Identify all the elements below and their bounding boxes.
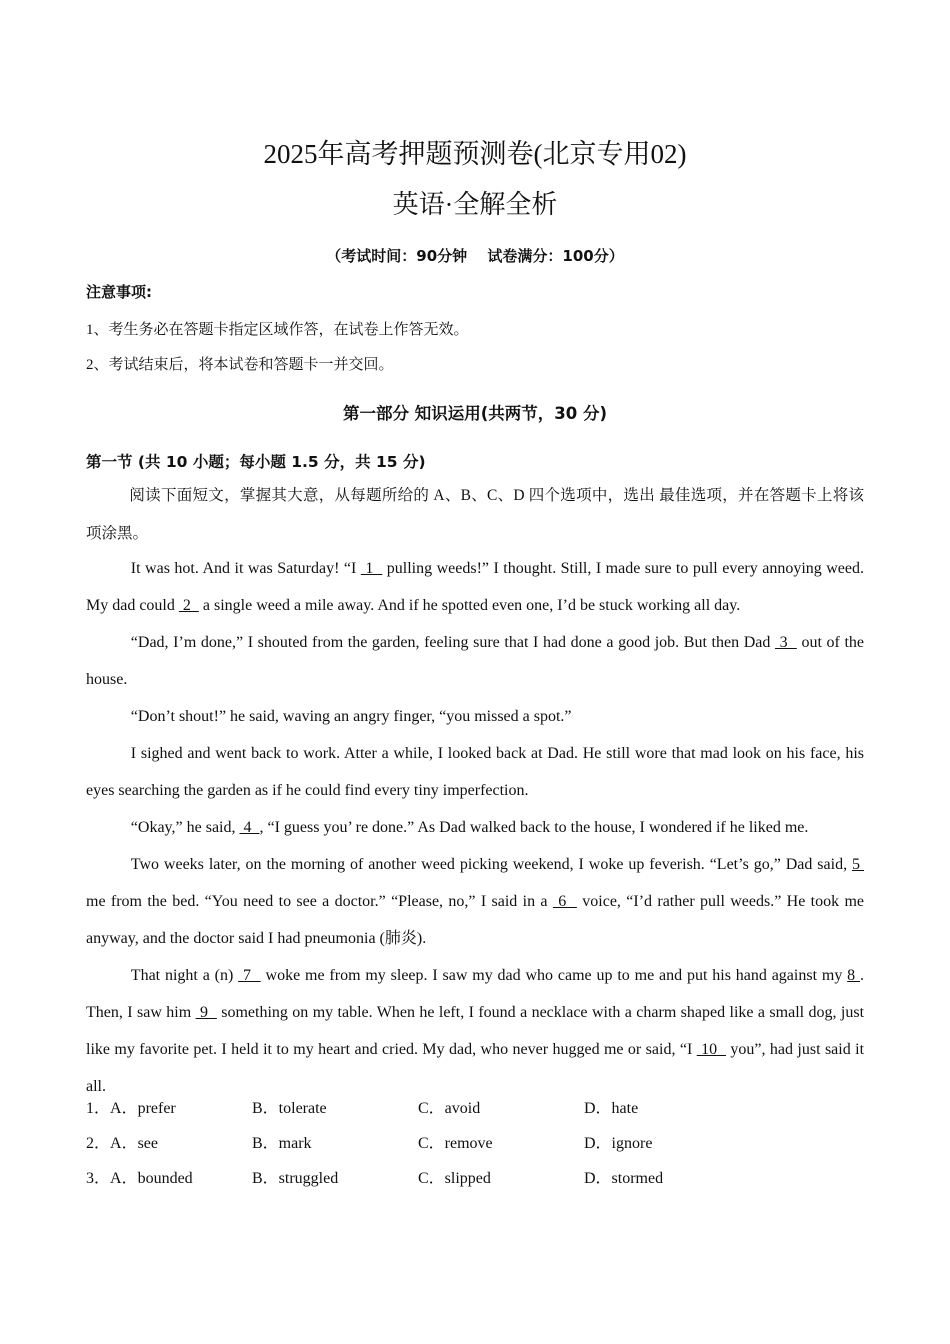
text: I sighed and went back to work. Atter a while, I looked back at Dad. He still wore that mad look on his face, his eyes searching the garden as if he could find every tiny imperfection.: [86, 745, 864, 799]
question-number: 1．: [86, 1100, 111, 1117]
exam-subtitle: 英语·全解全析: [392, 190, 558, 219]
text: me from the bed. “You need to see a doctor.” “Please, no,” I said in a: [86, 893, 553, 910]
text: That night a (n): [130, 967, 239, 984]
paragraph: [86, 550, 864, 624]
paragraph: [86, 624, 864, 698]
option-d: D．hate: [584, 1100, 639, 1117]
blank-7: 7: [238, 967, 261, 984]
question-row: [86, 1131, 750, 1166]
option-c: C．remove: [418, 1135, 493, 1152]
option-b: B．struggled: [252, 1170, 339, 1187]
text: “Don’t shout!” he said, waving an angry finger, “you missed a spot.”: [130, 708, 572, 725]
option-b: B．tolerate: [252, 1100, 327, 1117]
blank-3: 3: [774, 634, 797, 651]
paragraph: [86, 735, 864, 809]
blank-9: 9: [195, 1004, 217, 1021]
text: pulling weeds!” I thought. Still, I made sure to pull every annoying weed. My dad could: [86, 560, 865, 614]
option-a: [86, 1096, 252, 1131]
option-a-text: A．bounded: [110, 1170, 193, 1187]
blank-2: 2: [178, 597, 199, 614]
text: Two weeks later, on the morning of another weed picking weekend, I woke up feverish. “Let’s go,” Dad said,: [130, 856, 852, 873]
text: you”, had just said it all.: [86, 1041, 865, 1095]
option-b: B．mark: [252, 1135, 312, 1152]
blank-10: 10: [696, 1041, 726, 1058]
text: out of the house.: [86, 634, 865, 688]
exam-title: 2025年高考押题预测卷(北京专用02): [263, 139, 687, 169]
text: It was hot. And it was Saturday! “I: [130, 560, 361, 577]
option-a-text: A．prefer: [110, 1100, 176, 1117]
question-number: 3．: [86, 1170, 111, 1187]
blank-6: 6: [552, 893, 577, 910]
option-a: [86, 1131, 252, 1166]
notice-item: 2、考试结束后，将本试卷和答题卡一并交回。: [86, 357, 394, 373]
question-row: [86, 1096, 750, 1131]
instruction: 阅读下面短文，掌握其大意，从每题所给的 A、B、C、D 四个选项中，选出 最佳选项，并在答题卡上将该项涂黑。: [86, 487, 864, 542]
text: , “I guess you’ re done.” As Dad walked back to the house, I wondered if he liked me.: [259, 819, 809, 836]
section-heading: 第一节 (共 10 小题；每小题 1.5 分，共 15 分): [86, 453, 426, 471]
text: woke me from my sleep. I saw my dad who came up to me and put his hand against my: [260, 967, 848, 984]
exam-info: （考试时间：90分钟 试卷满分：100分）: [326, 247, 624, 265]
passage: [86, 477, 864, 1105]
text: something on my table. When he left, I found a necklace with a charm shaped like a small dog, just like my favorite pet. I held it to my heart and cried. My dad, who never hugged me or said, “I: [86, 1004, 865, 1058]
question-number: 2．: [86, 1135, 111, 1152]
question-options: [86, 1096, 750, 1201]
option-c: C．slipped: [418, 1170, 491, 1187]
text: a single weed a mile away. And if he spotted even one, I’d be stuck working all day.: [198, 597, 741, 614]
question-row: [86, 1166, 750, 1201]
paragraph: [86, 957, 864, 1105]
option-d: D．ignore: [584, 1135, 653, 1152]
blank-8: 8: [847, 967, 860, 984]
paragraph: [86, 846, 864, 957]
option-c: C．avoid: [418, 1100, 481, 1117]
notice-item: 1、考生务必在答题卡指定区域作答，在试卷上作答无效。: [86, 322, 469, 338]
blank-4: 4: [239, 819, 260, 836]
paragraph: [86, 698, 864, 735]
blank-5: 5: [852, 856, 864, 873]
text: “Dad, I’m done,” I shouted from the garden, feeling sure that I had done a good job. But then Dad: [130, 634, 775, 651]
blank-1: 1: [360, 560, 383, 577]
option-a: [86, 1166, 252, 1201]
text: “Okay,” he said,: [130, 819, 240, 836]
text: . Then, I saw him: [86, 967, 864, 1021]
option-a-text: A．see: [110, 1135, 159, 1152]
text: voice, “I’d rather pull weeds.” He took me anyway, and the doctor said I had pneumonia (肺炎).: [86, 893, 865, 947]
part-heading: 第一部分 知识运用(共两节，30 分): [342, 404, 608, 423]
notice-heading: 注意事项:: [86, 283, 152, 301]
paragraph: [86, 809, 864, 846]
option-d: D．stormed: [584, 1170, 664, 1187]
